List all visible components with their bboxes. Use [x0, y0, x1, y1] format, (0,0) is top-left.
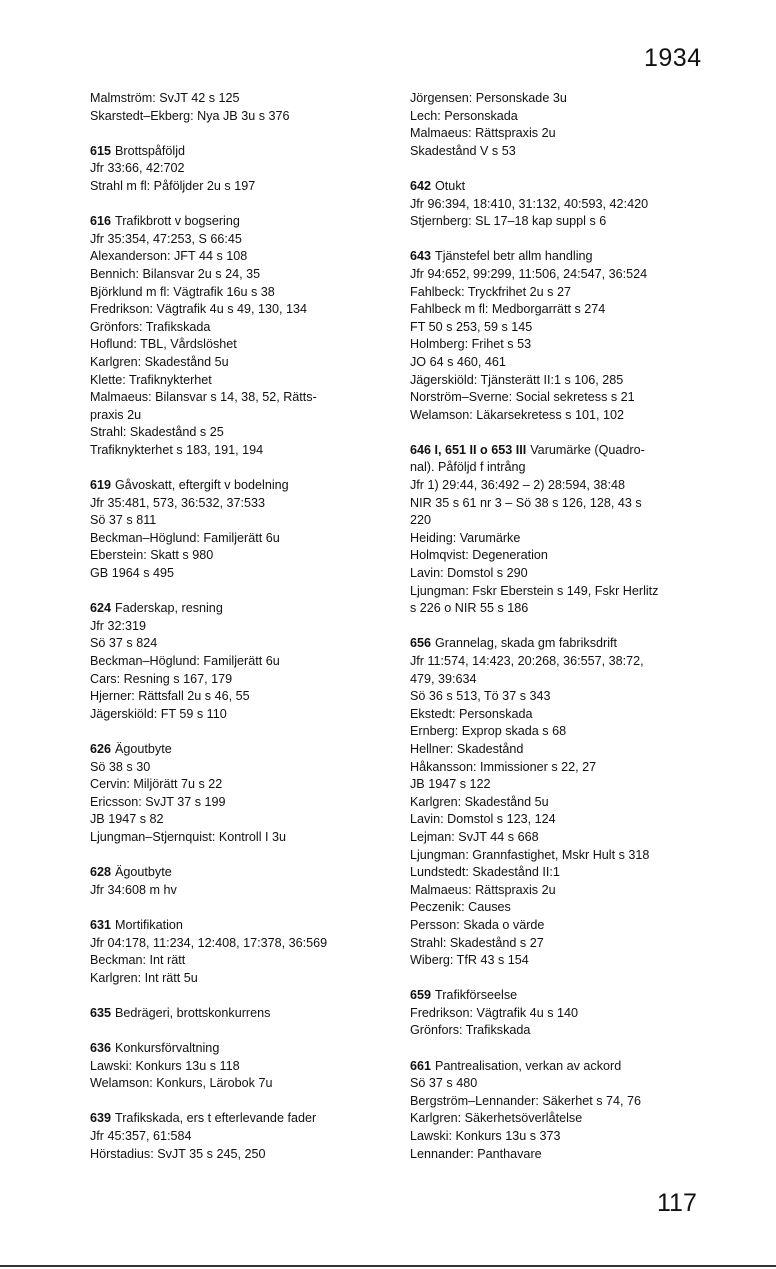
case-title: Faderskap, resning [115, 601, 223, 616]
reference-line: Lennander: Panthavare [410, 1146, 542, 1161]
reference-line: Alexanderson: JFT 44 s 108 [90, 249, 248, 264]
reference-line: Beckman–Höglund: Familjerätt 6u [90, 654, 280, 668]
entry-heading [90, 1040, 380, 1058]
reference-line: Jfr 34:608 m hv [90, 882, 177, 897]
reference-line: Hörstadius: SvJT 35 s 245, 250 [90, 1146, 266, 1161]
entry-heading [410, 1058, 710, 1076]
index-entry [410, 178, 710, 231]
reference-line: Malmaeus: Rättspraxis 2u [410, 882, 556, 897]
reference-line: JB 1947 s 122 [410, 777, 491, 792]
case-title: Trafikbrott v bogsering [115, 214, 240, 229]
reference-line: Lavin: Domstol s 290 [410, 566, 528, 581]
reference-line: JB 1947 s 82 [90, 812, 164, 827]
reference-line: Holmqvist: Degeneration [410, 548, 548, 563]
case-number: 624 [90, 601, 112, 616]
case-title: Grannelag, skada gm fabriksdrift [435, 636, 618, 651]
entry-heading [410, 442, 710, 460]
reference-line: Karlgren: Säkerhetsöverlåtelse [410, 1111, 583, 1126]
entry-heading [410, 987, 710, 1005]
reference-line: Welamson: Konkurs, Lärobok 7u [90, 1076, 273, 1091]
index-entry [90, 917, 380, 987]
reference-line: 479, 39:634 [410, 671, 477, 686]
reference-line: Ericsson: SvJT 37 s 199 [90, 794, 226, 809]
reference-line: FT 50 s 253, 59 s 145 [410, 319, 533, 334]
reference-line: Peczenik: Causes [410, 900, 511, 915]
reference-line: Trafiknykterhet s 183, 191, 194 [90, 442, 264, 457]
reference-line: Norström–Sverne: Social sekretess s 21 [410, 390, 635, 405]
reference-line: Bennich: Bilansvar 2u s 24, 35 [90, 266, 261, 281]
case-number: 616 [90, 214, 112, 229]
case-number: 643 [410, 249, 432, 264]
index-entry [410, 635, 710, 969]
reference-line: Lawski: Konkurs 13u s 373 [410, 1129, 561, 1144]
index-entry [410, 1058, 710, 1164]
case-number: 628 [90, 865, 112, 880]
case-number: 646 I, 651 II o 653 III [410, 442, 527, 457]
reference-line: NIR 35 s 61 nr 3 – Sö 38 s 126, 128, 43 s [410, 495, 642, 510]
reference-line: Klette: Trafiknykterhet [90, 372, 212, 387]
case-number: 636 [90, 1041, 112, 1056]
reference-line: Lawski: Konkurs 13u s 118 [90, 1058, 240, 1073]
case-number: 656 [410, 636, 432, 651]
reference-line: Skadestånd V s 53 [410, 143, 516, 158]
reference-line: Cervin: Miljörätt 7u s 22 [90, 777, 223, 792]
reference-line: Ljungman: Grannfastighet, Mskr Hult s 318 [410, 847, 650, 862]
reference-line: Beckman–Höglund: Familjerätt 6u [90, 530, 280, 545]
entry-heading [90, 477, 380, 495]
case-number: 639 [90, 1111, 112, 1126]
reference-line: Strahl: Skadestånd s 27 [410, 935, 544, 950]
reference-line: Malmaeus: Rättspraxis 2u [410, 126, 556, 141]
case-title: Tjänstefel betr allm handling [435, 249, 593, 264]
reference-line: Persson: Skada o värde [410, 917, 545, 932]
reference-line: Wiberg: TfR 43 s 154 [410, 953, 529, 968]
entry-heading [410, 178, 710, 196]
reference-line: Lavin: Domstol s 123, 124 [410, 812, 556, 827]
index-entry [90, 477, 380, 583]
reference-line: Malmaeus: Bilansvar s 14, 38, 52, Rätts- [90, 390, 317, 405]
reference-line: Ljungman–Stjernquist: Kontroll I 3u [90, 829, 287, 844]
index-entry [410, 442, 710, 618]
reference-line: Holmberg: Frihet s 53 [410, 337, 532, 352]
case-title: Konkursförvaltning [115, 1041, 220, 1056]
case-title: Ägoutbyte [115, 741, 172, 756]
entry-heading [90, 600, 380, 618]
reference-line: Lech: Personskada [410, 108, 518, 123]
entry-heading [90, 864, 380, 882]
case-title: Otukt [435, 178, 466, 193]
reference-line: Malmström: SvJT 42 s 125 [90, 91, 240, 105]
reference-line: Hoflund: TBL, Vårdslöshet [90, 337, 237, 352]
case-number: 615 [90, 143, 112, 158]
case-number: 626 [90, 741, 112, 756]
case-number: 635 [90, 1005, 112, 1020]
reference-line: Håkansson: Immissioner s 22, 27 [410, 759, 597, 774]
reference-line: Jfr 35:354, 47:253, S 66:45 [90, 231, 242, 246]
reference-line: Beckman: Int rätt [90, 953, 186, 968]
reference-line: Strahl: Skadestånd s 25 [90, 425, 224, 440]
index-entry [90, 741, 380, 847]
reference-line: s 226 o NIR 55 s 186 [410, 601, 529, 616]
reference-line: Hellner: Skadestånd [410, 741, 524, 756]
reference-line: praxis 2u [90, 407, 142, 422]
case-title: Ägoutbyte [115, 865, 172, 880]
reference-line: Sö 37 s 480 [410, 1076, 478, 1091]
index-entry [90, 864, 380, 899]
reference-line: Lundstedt: Skadestånd II:1 [410, 865, 560, 880]
reference-line: Skarstedt–Ekberg: Nya JB 3u s 376 [90, 108, 290, 123]
case-title: Bedrägeri, brottskonkurrens [115, 1005, 271, 1020]
reference-line: GB 1964 s 495 [90, 566, 175, 581]
reference-line: Jfr 04:178, 11:234, 12:408, 17:378, 36:569 [90, 935, 328, 950]
case-number: 659 [410, 988, 432, 1003]
reference-line: Sö 38 s 30 [90, 759, 151, 774]
bottom-rule [0, 1265, 776, 1267]
reference-line: Ljungman: Fskr Eberstein s 149, Fskr Herlitz [410, 583, 659, 598]
index-entry [90, 600, 380, 723]
reference-line: Jägerskiöld: Tjänsterätt II:1 s 106, 285 [410, 372, 624, 387]
index-entry [410, 987, 710, 1040]
reference-line: Jfr 11:574, 14:423, 20:268, 36:557, 38:72, [410, 654, 644, 668]
reference-line: JO 64 s 460, 461 [410, 354, 506, 369]
reference-line: Jfr 96:394, 18:410, 31:132, 40:593, 42:420 [410, 196, 649, 211]
reference-line: Karlgren: Skadestånd 5u [410, 794, 549, 809]
case-title: Trafikförseelse [435, 988, 518, 1003]
reference-line: Ernberg: Exprop skada s 68 [410, 724, 567, 739]
index-entry [410, 90, 710, 160]
page-year: 1934 [644, 44, 702, 72]
entry-heading [410, 248, 710, 266]
reference-line: Strahl m fl: Påföljder 2u s 197 [90, 178, 256, 193]
reference-line: Jfr 32:319 [90, 618, 147, 633]
reference-line: 220 [410, 513, 432, 528]
reference-line: Grönfors: Trafikskada [410, 1023, 531, 1038]
reference-line: Jfr 1) 29:44, 36:492 – 2) 28:594, 38:48 [410, 478, 625, 493]
reference-line: Björklund m fl: Vägtrafik 16u s 38 [90, 284, 275, 299]
left-column [90, 90, 380, 1181]
reference-line: Sö 37 s 811 [90, 513, 157, 528]
reference-line: Welamson: Läkarsekretess s 101, 102 [410, 407, 624, 422]
reference-line: Jägerskiöld: FT 59 s 110 [90, 706, 227, 721]
reference-line: Jfr 35:481, 573, 36:532, 37:533 [90, 495, 266, 510]
index-entry [90, 1040, 380, 1093]
case-number: 661 [410, 1058, 432, 1073]
right-column [410, 90, 710, 1181]
reference-line: Sö 37 s 824 [90, 636, 158, 651]
reference-line: Bergström–Lennander: Säkerhet s 74, 76 [410, 1093, 642, 1108]
reference-line: Fredrikson: Vägtrafik 4u s 49, 130, 134 [90, 302, 308, 317]
index-entry [90, 90, 380, 125]
case-title: Varumärke (Quadro- [530, 442, 645, 457]
index-entry [90, 213, 380, 459]
reference-line: Karlgren: Skadestånd 5u [90, 354, 229, 369]
entry-heading [90, 1110, 380, 1128]
reference-line: Sö 36 s 513, Tö 37 s 343 [410, 689, 551, 704]
case-title: Gåvoskatt, eftergift v bodelning [115, 478, 289, 493]
case-title: Brottspåföljd [115, 143, 186, 158]
entry-heading [90, 213, 380, 231]
entry-heading [90, 917, 380, 935]
reference-line: Lejman: SvJT 44 s 668 [410, 829, 539, 844]
reference-line: Fredrikson: Vägtrafik 4u s 140 [410, 1005, 578, 1020]
reference-line: Cars: Resning s 167, 179 [90, 671, 233, 686]
reference-line: nal). Påföljd f intrång [410, 460, 526, 475]
reference-line: Jfr 94:652, 99:299, 11:506, 24:547, 36:524 [410, 266, 648, 281]
page-number: 117 [657, 1189, 697, 1217]
case-title: Trafikskada, ers t efterlevande fader [115, 1111, 317, 1126]
reference-line: Hjerner: Rättsfall 2u s 46, 55 [90, 689, 250, 704]
index-entry [90, 143, 380, 196]
case-number: 619 [90, 478, 112, 493]
entry-heading [90, 1005, 380, 1023]
reference-line: Karlgren: Int rätt 5u [90, 970, 198, 985]
reference-line: Stjernberg: SL 17–18 kap suppl s 6 [410, 214, 607, 229]
reference-line: Jörgensen: Personskade 3u [410, 91, 567, 105]
index-entry [410, 248, 710, 424]
entry-heading [90, 143, 380, 161]
index-entry [90, 1110, 380, 1163]
entry-heading [90, 741, 380, 759]
reference-line: Heiding: Varumärke [410, 530, 521, 545]
index-entry [90, 1005, 380, 1023]
reference-line: Eberstein: Skatt s 980 [90, 548, 214, 563]
case-title: Pantrealisation, verkan av ackord [435, 1058, 622, 1073]
case-number: 642 [410, 178, 432, 193]
reference-line: Ekstedt: Personskada [410, 706, 533, 721]
reference-line: Fahlbeck: Tryckfrihet 2u s 27 [410, 284, 571, 299]
reference-line: Jfr 33:66, 42:702 [90, 161, 185, 176]
reference-line: Grönfors: Trafikskada [90, 319, 211, 334]
case-title: Mortifikation [115, 917, 183, 932]
reference-line: Jfr 45:357, 61:584 [90, 1129, 192, 1144]
case-number: 631 [90, 917, 112, 932]
entry-heading [410, 635, 710, 653]
reference-line: Fahlbeck m fl: Medborgarrätt s 274 [410, 302, 606, 317]
